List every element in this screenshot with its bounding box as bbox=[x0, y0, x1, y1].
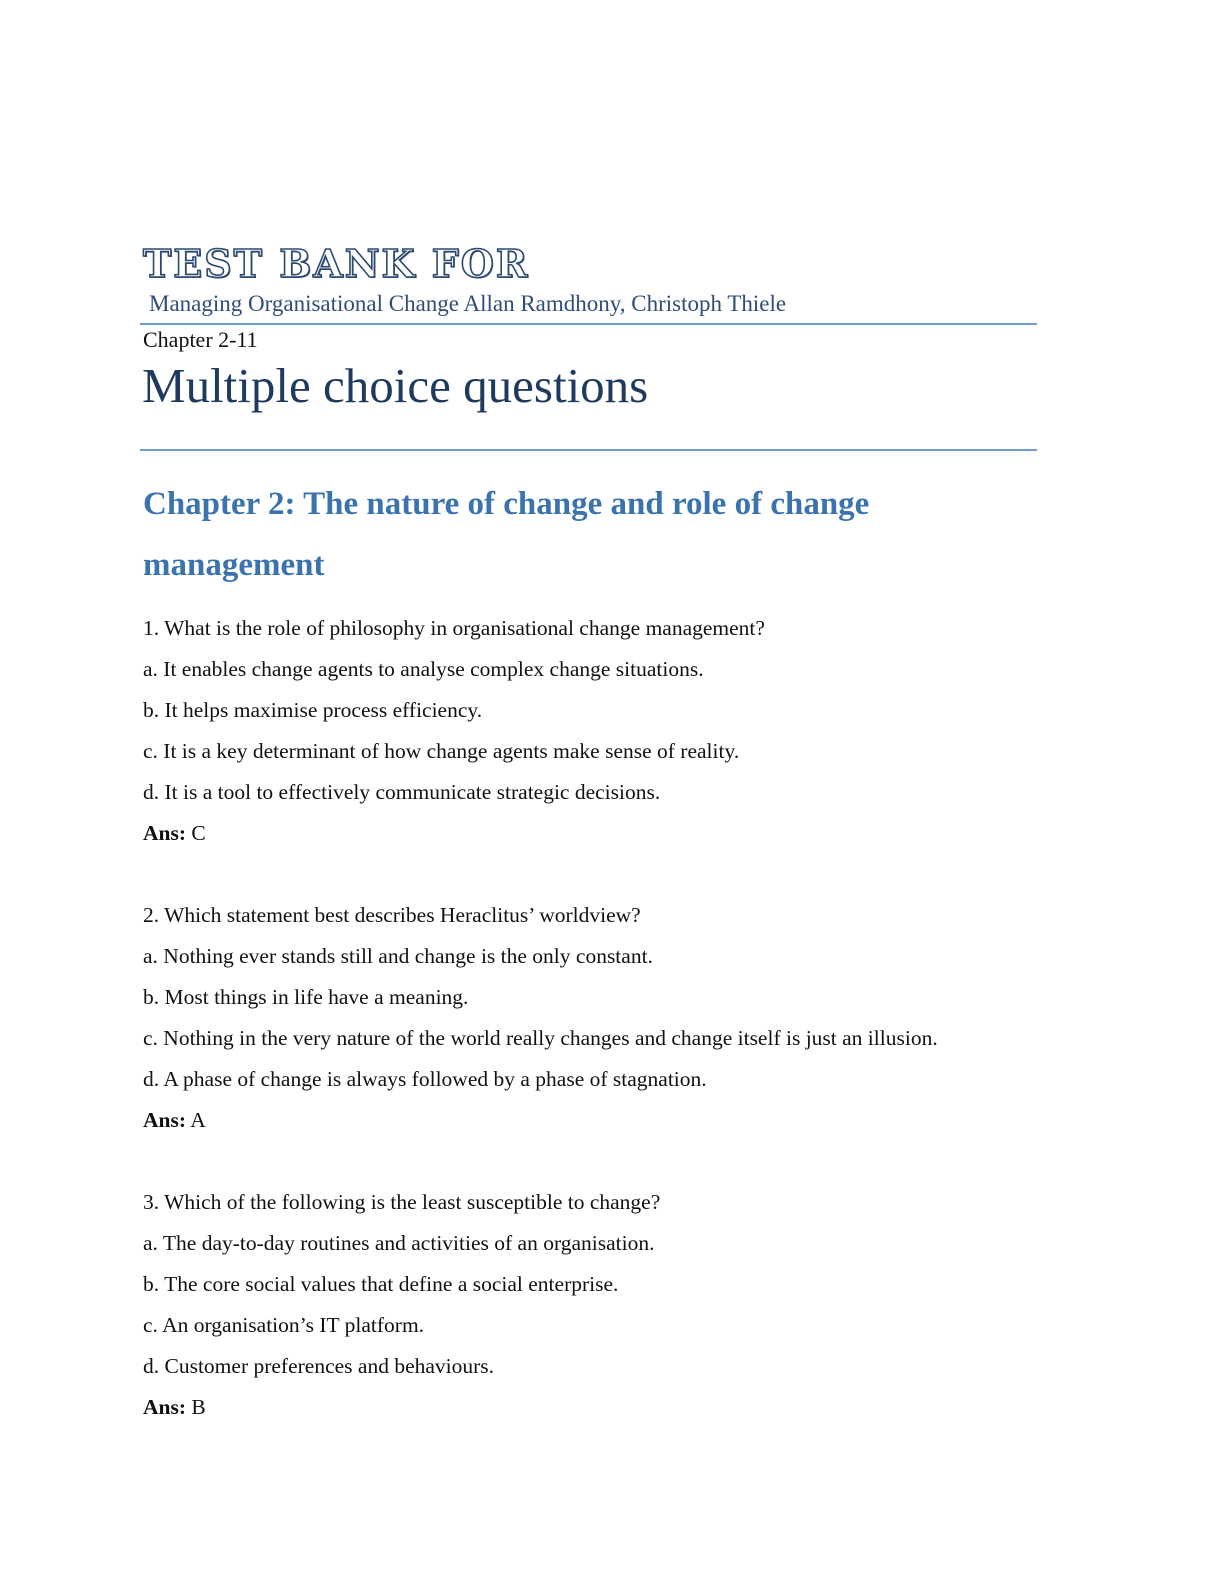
question-text: 3. Which of the following is the least susceptible to change? bbox=[143, 1190, 661, 1214]
option-d: d. Customer preferences and behaviours. bbox=[143, 1354, 495, 1378]
chapter-heading: Chapter 2: The nature of change and role of change management bbox=[143, 486, 870, 583]
option-b: b. The core social values that define a social enterprise. bbox=[143, 1272, 619, 1296]
question-3 bbox=[143, 1182, 1143, 1428]
option-a: a. Nothing ever stands still and change is the only constant. bbox=[143, 944, 653, 968]
option-d: d. A phase of change is always followed by a phase of stagnation. bbox=[143, 1067, 707, 1091]
question-1 bbox=[143, 608, 1143, 854]
answer-label: Ans: bbox=[143, 821, 187, 845]
answer-value: B bbox=[191, 1395, 206, 1419]
document-title: Multiple choice questions bbox=[142, 358, 649, 413]
chapter-range: Chapter 2-11 bbox=[143, 327, 258, 352]
option-a: a. It enables change agents to analyse complex change situations. bbox=[143, 657, 704, 681]
answer-line bbox=[143, 1100, 1143, 1141]
option-c: c. An organisation’s IT platform. bbox=[143, 1313, 425, 1337]
banner-subtitle: Managing Organisational Change Allan Ramdhony, Christoph Thiele bbox=[149, 291, 787, 316]
option-c: c. Nothing in the very nature of the world really changes and change itself is just an illusion. bbox=[143, 1026, 938, 1050]
answer-label: Ans: bbox=[143, 1108, 187, 1132]
option-b: b. It helps maximise process efficiency. bbox=[143, 698, 483, 722]
question-list bbox=[143, 608, 1143, 1469]
top-divider bbox=[140, 323, 1037, 325]
question-2 bbox=[143, 895, 1143, 1141]
answer-value: A bbox=[190, 1108, 206, 1132]
bottom-divider bbox=[140, 449, 1037, 451]
answer-value: C bbox=[191, 821, 206, 845]
answer-label: Ans: bbox=[143, 1395, 187, 1419]
option-b: b. Most things in life have a meaning. bbox=[143, 985, 469, 1009]
answer-line bbox=[143, 813, 1143, 854]
answer-line bbox=[143, 1387, 1143, 1428]
option-a: a. The day-to-day routines and activities of an organisation. bbox=[143, 1231, 655, 1255]
option-c: c. It is a key determinant of how change agents make sense of reality. bbox=[143, 739, 740, 763]
banner-title: TEST BANK FOR bbox=[143, 241, 530, 286]
question-text: 1. What is the role of philosophy in organisational change management? bbox=[143, 616, 765, 640]
question-text: 2. Which statement best describes Heraclitus’ worldview? bbox=[143, 903, 641, 927]
option-d: d. It is a tool to effectively communicate strategic decisions. bbox=[143, 780, 661, 804]
